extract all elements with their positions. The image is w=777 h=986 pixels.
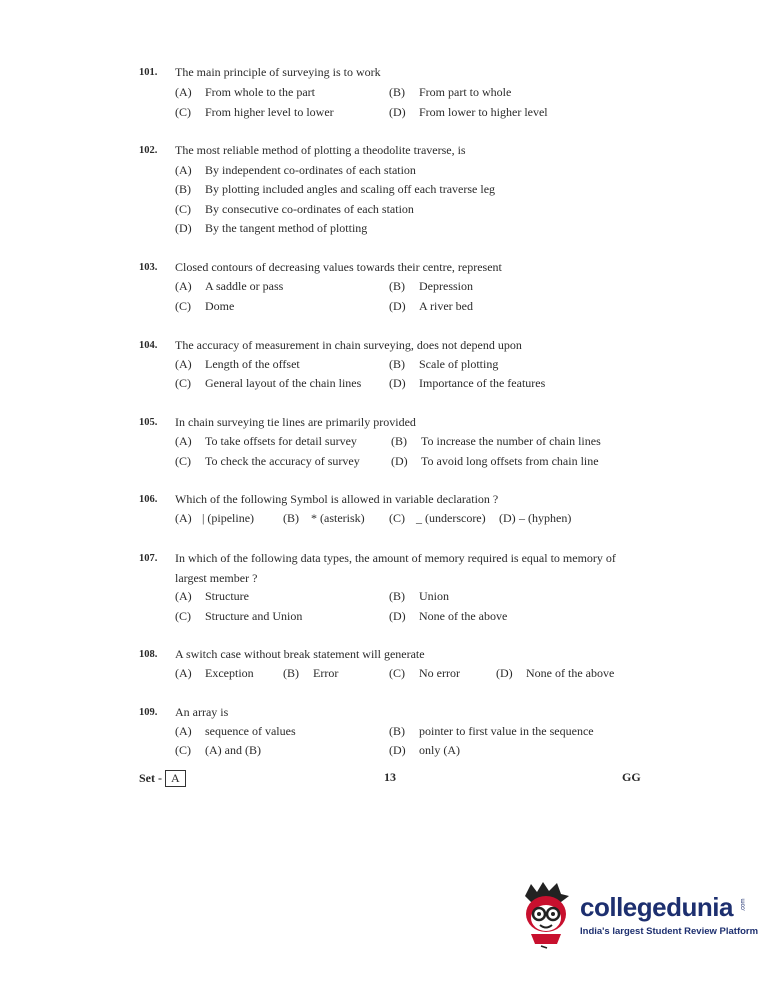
question-stem: The main principle of surveying is to work [175,65,381,79]
option-c: (C) By consecutive co-ordinates of each station [175,202,414,216]
option-b: (B) To increase the number of chain lines [391,434,601,448]
paper-code: GG [622,770,641,784]
collegedunia-logo [517,878,759,950]
logo-wordmark: collegedunia [580,892,733,922]
set-label: Set - [139,771,162,785]
option-a: (A) Structure [175,589,249,603]
option-c: (C) No error [389,666,460,680]
option-a: (A) By independent co-ordinates of each station [175,163,416,177]
option-c: (C) (A) and (B) [175,743,261,757]
mascot-icon [517,878,577,950]
question-number: 104. [139,340,158,351]
question-number: 108. [139,649,158,660]
question-number: 106. [139,494,158,505]
option-b: (B) Union [389,589,449,603]
option-a: (A) Exception [175,666,254,680]
question-number: 107. [139,553,158,564]
question-stem: An array is [175,705,229,719]
question-stem: The accuracy of measurement in chain surveying, does not depend upon [175,338,522,352]
page-number: 13 [384,770,396,784]
question-stem: Which of the following Symbol is allowed in variable declaration ? [175,492,499,506]
option-d: (D) None of the above [496,666,615,680]
question-stem: Closed contours of decreasing values towards their centre, represent [175,260,502,274]
option-c: (C) To check the accuracy of survey [175,454,360,468]
option-a: (A) To take offsets for detail survey [175,434,357,448]
option-b: (B) From part to whole [389,85,512,99]
logo-suffix: .com [740,898,747,912]
option-d: (D) Importance of the features [389,376,546,390]
option-b: (B) By plotting included angles and scaling off each traverse leg [175,182,496,196]
option-c: (C) General layout of the chain lines [175,376,362,390]
question-stem: In chain surveying tie lines are primarily provided [175,415,416,429]
option-a: (A) sequence of values [175,724,296,738]
option-d: (D) only (A) [389,743,460,757]
question-number: 102. [139,145,158,156]
logo-tagline: India's largest Student Review Platform [580,926,759,937]
option-d: (D) – (hyphen) [499,511,572,525]
option-b: (B) Error [283,666,339,680]
option-c: (C) _ (underscore) [389,511,486,525]
question-number: 109. [139,707,158,718]
option-d: (D) A river bed [389,299,473,313]
option-a: (A) From whole to the part [175,85,315,99]
question-number: 103. [139,262,158,273]
option-d: (D) By the tangent method of plotting [175,221,368,235]
option-a: (A) A saddle or pass [175,279,284,293]
question-number: 101. [139,67,158,78]
question-stem: The most reliable method of plotting a theodolite traverse, is [175,143,466,157]
option-d: (D) From lower to higher level [389,105,548,119]
option-c: (C) Dome [175,299,235,313]
set-box: A [165,770,186,787]
question-number: 105. [139,417,158,428]
option-d: (D) None of the above [389,609,508,623]
option-c: (C) From higher level to lower [175,105,334,119]
option-b: (B) * (asterisk) [283,511,365,525]
option-d: (D) To avoid long offsets from chain line [391,454,599,468]
option-a: (A) Length of the offset [175,357,300,371]
question-stem: A switch case without break statement will generate [175,647,425,661]
set-indicator [139,770,186,787]
option-b: (B) Depression [389,279,473,293]
question-stem: In which of the following data types, the amount of memory required is equal to memory of largest member ? [175,551,616,585]
option-b: (B) pointer to first value in the sequence [389,724,594,738]
option-c: (C) Structure and Union [175,609,303,623]
option-a: (A) | (pipeline) [175,511,255,525]
option-b: (B) Scale of plotting [389,357,499,371]
